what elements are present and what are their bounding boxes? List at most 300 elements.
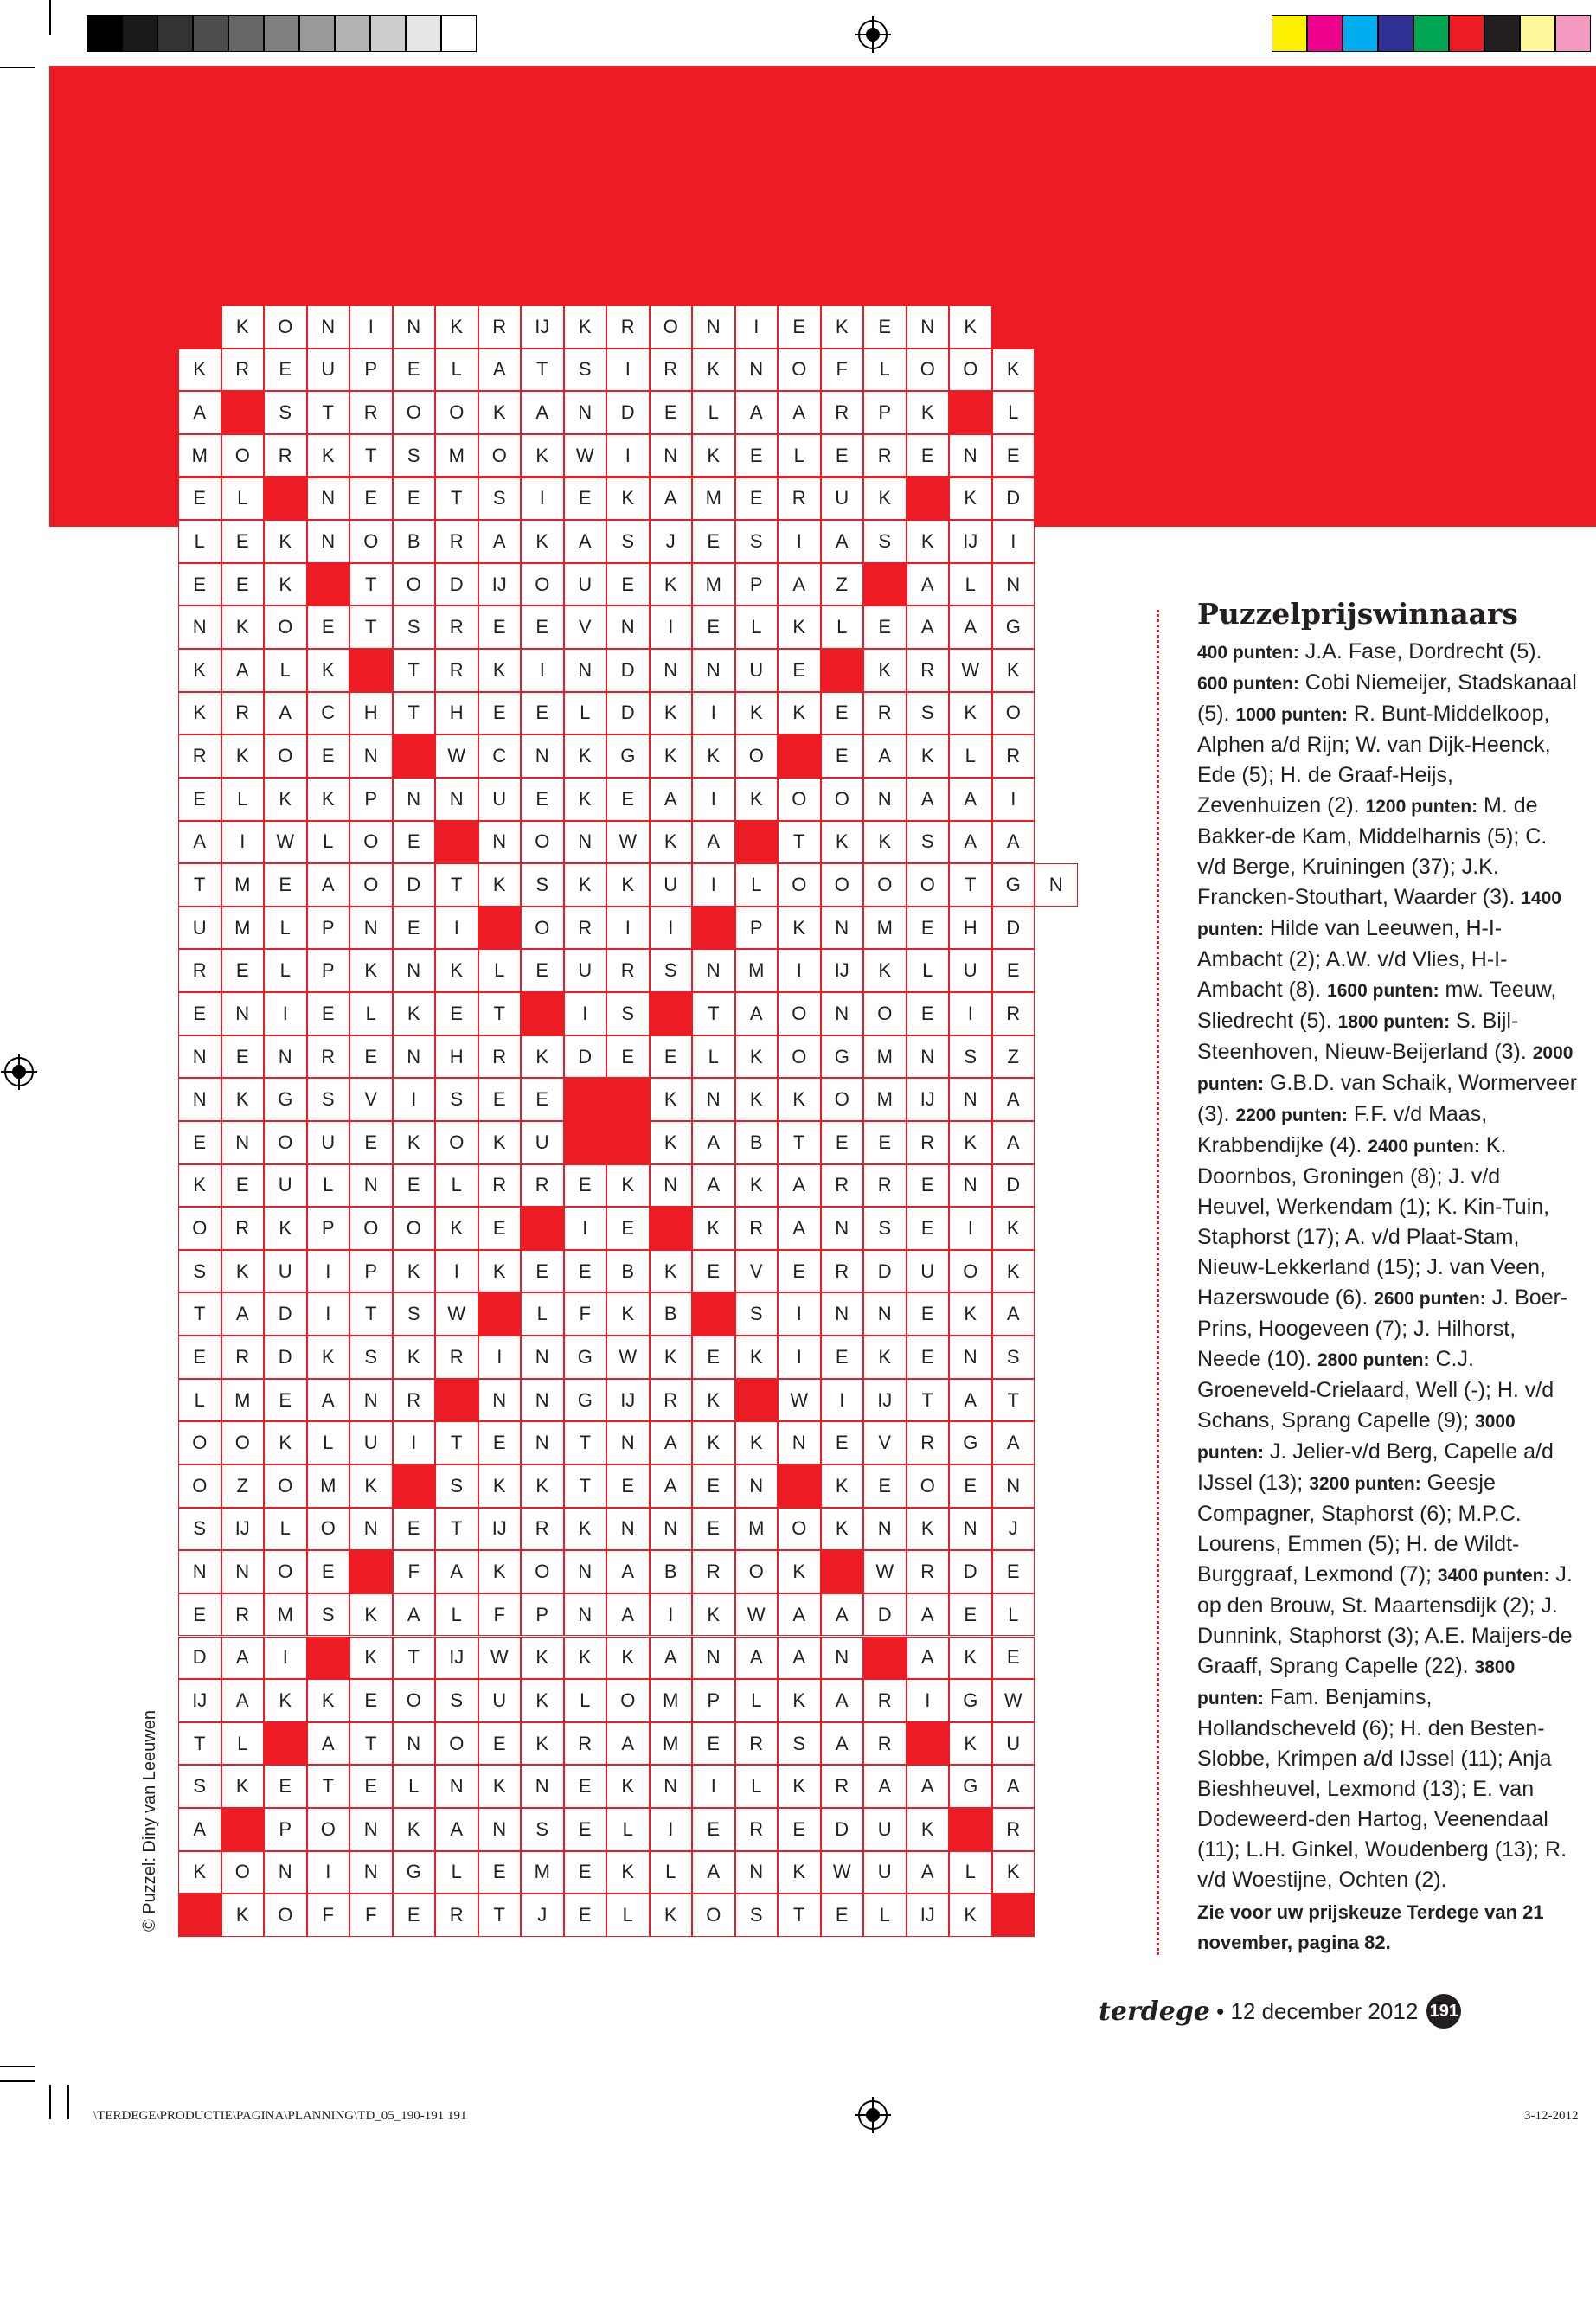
grid-cell: M [692,478,735,521]
grid-cell: E [606,563,650,606]
grid-cell: P [521,1593,564,1637]
footer-separator: • [1209,1997,1231,2024]
grid-cell: R [863,1722,907,1766]
grid-cell: A [821,1679,864,1722]
grid-cell: S [435,1679,478,1722]
grid-cell: A [178,391,221,434]
grid-cell: E [821,1421,864,1465]
gray-swatch [441,15,477,52]
grid-cell: K [478,649,522,692]
grid-cell: R [564,1722,607,1766]
grid-cell: O [349,1207,393,1250]
grid-cell: K [606,1851,650,1894]
grid-cell: K [650,1121,693,1164]
grid-cell: A [992,1078,1035,1121]
grid-cell: T [778,1894,821,1937]
grid-cell: K [178,1164,221,1208]
grid-cell: R [863,434,907,478]
grid-cell: E [606,1207,650,1250]
grid-cell: E [692,1808,735,1851]
grid-cell: E [949,1593,992,1637]
crop-mark [0,2066,35,2067]
grid-cell: K [564,734,607,778]
grid-cell: R [221,1593,265,1637]
grid-cell: T [393,649,436,692]
grid-cell: E [521,606,564,649]
grid-cell: E [478,1722,522,1766]
points-label: 3800 punten: [1197,1657,1516,1708]
grid-block [907,1722,950,1766]
grid-cell: K [692,1207,735,1250]
grid-cell: I [349,305,393,349]
grid-cell: N [564,649,607,692]
grid-cell: E [692,520,735,563]
grid-cell: A [949,1379,992,1422]
grid-cell: T [435,1421,478,1465]
color-swatch [1272,15,1307,52]
grid-block [821,649,864,692]
points-label: 1400 punten: [1197,888,1561,939]
color-swatch [1449,15,1484,52]
grid-cell: K [564,305,607,349]
grid-cell: K [564,778,607,821]
grid-cell: R [992,1808,1035,1851]
grid-cell: O [778,349,821,392]
grid-cell: A [949,778,992,821]
grid-cell: T [778,821,821,864]
grid-cell: I [435,1250,478,1293]
grid-cell: O [435,391,478,434]
grid-cell: A [692,821,735,864]
grid-cell: O [778,778,821,821]
grid-cell: N [778,1421,821,1465]
grid-cell: U [992,1722,1035,1766]
grid-cell: N [521,734,564,778]
grid-block [178,305,221,349]
grid-cell: N [692,949,735,992]
grid-cell: N [521,1765,564,1808]
grid-cell: E [564,1250,607,1293]
grid-cell: K [221,1078,265,1121]
grid-cell: K [778,1851,821,1894]
grid-cell: O [221,1421,265,1465]
grid-cell: A [435,1550,478,1593]
grid-cell: E [221,1164,265,1208]
grid-cell: K [521,1637,564,1680]
grid-cell: E [349,478,393,521]
grid-cell: H [435,1035,478,1079]
grid-cell: N [393,949,436,992]
grid-cell: O [307,1808,350,1851]
grid-cell: D [821,1808,864,1851]
grid-cell: L [178,520,221,563]
grid-cell: S [863,520,907,563]
grid-cell: A [992,821,1035,864]
grid-cell: V [863,1421,907,1465]
grid-cell: K [478,391,522,434]
grid-cell: P [349,1250,393,1293]
grid-cell: I [393,1078,436,1121]
winners-names: K. Doornbos, Groningen (8); J. v/d Heuvel, Werkendam (1); K. Kin-Tuin, Staphorst (17); A. v/d Plaat-Stam, Nieuw-Lekkerland (15); J. van Veen, Hazerswoude (6). [1197,1133,1550,1310]
grid-cell: N [178,606,221,649]
grid-cell: K [650,1336,693,1379]
grid-cell: K [307,1679,350,1722]
grid-cell: K [821,1465,864,1508]
grid-cell: I [264,992,307,1035]
registration-mark-icon [858,2100,888,2130]
grid-cell: R [435,649,478,692]
grid-cell: K [606,478,650,521]
grid-cell: N [949,1164,992,1208]
grid-cell: R [435,520,478,563]
grid-cell: A [307,1379,350,1422]
grid-cell: E [606,1465,650,1508]
grid-cell: A [949,606,992,649]
grid-cell: K [907,1508,950,1551]
grid-cell: K [221,305,265,349]
grid-cell: M [307,1465,350,1508]
grid-block [992,1894,1035,1937]
grid-cell: A [650,778,693,821]
grid-cell: S [264,391,307,434]
grid-cell: K [264,520,307,563]
grid-cell: E [178,1121,221,1164]
grid-cell: S [992,1336,1035,1379]
grid-cell: M [692,563,735,606]
grid-cell: M [735,1508,779,1551]
grid-cell: K [907,1808,950,1851]
crop-mark [67,2085,69,2119]
grid-cell: K [221,606,265,649]
grid-cell: O [264,305,307,349]
grid-cell: K [606,1292,650,1336]
grid-cell: E [393,478,436,521]
grid-cell: T [349,563,393,606]
grid-cell: S [606,992,650,1035]
grid-cell: O [178,1421,221,1465]
grid-cell: N [393,1035,436,1079]
grid-cell: L [221,778,265,821]
grid-cell: P [307,949,350,992]
grid-cell: F [821,349,864,392]
grid-block [778,734,821,778]
grid-cell: K [393,992,436,1035]
grid-cell: L [564,1679,607,1722]
grid-cell: T [393,1637,436,1680]
grid-cell: L [178,1379,221,1422]
grid-cell: N [650,1765,693,1808]
grid-cell: T [521,349,564,392]
grid-cell: A [692,1164,735,1208]
grid-cell: K [307,434,350,478]
grid-cell: A [221,1637,265,1680]
grid-cell: K [821,1508,864,1551]
grid-cell: E [264,349,307,392]
grid-cell: E [178,778,221,821]
grid-cell: O [821,778,864,821]
grid-cell: K [949,692,992,735]
grid-cell: N [178,1550,221,1593]
grid-cell: R [863,692,907,735]
page-footer [1099,1994,1461,2029]
grid-cell: K [221,1894,265,1937]
grid-block [435,821,478,864]
gray-swatch [370,15,406,52]
grid-cell: K [650,821,693,864]
grid-cell: E [821,734,864,778]
grid-cell: A [564,520,607,563]
grid-cell: K [478,1465,522,1508]
prize-note: Zie voor uw prijskeuze Terdege van 21 november, pagina 82. [1197,1901,1544,1953]
grid-cell: R [821,391,864,434]
grid-block [692,907,735,950]
grid-cell: E [778,305,821,349]
grid-cell: K [349,949,393,992]
grid-cell: K [393,1808,436,1851]
grid-cell: G [992,606,1035,649]
grid-cell: D [992,907,1035,950]
grid-cell: A [907,1637,950,1680]
grid-cell: K [692,1421,735,1465]
grid-block [307,1637,350,1680]
grid-block [435,1379,478,1422]
grid-cell: R [863,1679,907,1722]
grid-cell: K [778,1078,821,1121]
grid-cell: R [221,1207,265,1250]
grid-cell: N [221,1121,265,1164]
grid-cell: D [393,863,436,907]
grid-cell: B [650,1550,693,1593]
grid-cell: K [435,1207,478,1250]
grid-cell: E [992,1637,1035,1680]
grid-cell: L [393,1765,436,1808]
grid-cell: T [435,478,478,521]
grid-block [307,563,350,606]
grid-block [221,391,265,434]
grid-cell: G [564,1379,607,1422]
grid-cell: R [606,305,650,349]
grid-cell: P [735,907,779,950]
grid-cell: P [735,563,779,606]
grid-cell: O [606,1679,650,1722]
grid-cell: E [692,1250,735,1293]
points-label: 1800 punten: [1337,1012,1451,1032]
grid-cell: A [178,821,221,864]
grid-cell: M [435,434,478,478]
grid-cell: U [478,778,522,821]
grid-cell: L [949,734,992,778]
grid-cell: D [264,1292,307,1336]
grid-cell: F [307,1894,350,1937]
color-swatch [1484,15,1520,52]
grid-cell: O [907,1465,950,1508]
grid-cell: N [478,1379,522,1422]
grid-cell: K [349,1465,393,1508]
grid-cell: O [393,1207,436,1250]
grid-cell: T [178,1292,221,1336]
grid-cell: T [349,1292,393,1336]
grid-cell: S [178,1765,221,1808]
grid-cell: R [564,907,607,950]
grid-cell: R [221,1336,265,1379]
grid-cell: A [992,1421,1035,1465]
grid-cell: O [949,349,992,392]
grid-cell: P [863,391,907,434]
grid-cell: T [349,606,393,649]
grid-cell: T [564,1465,607,1508]
grid-cell: K [735,1164,779,1208]
grid-cell: K [992,649,1035,692]
grid-cell: E [264,1765,307,1808]
grid-cell: I [992,520,1035,563]
grid-cell: O [393,391,436,434]
grid-cell: IJ [435,1637,478,1680]
grid-cell: D [178,1637,221,1680]
grid-cell: Z [992,1035,1035,1079]
grid-cell: N [349,1508,393,1551]
grid-cell: S [178,1508,221,1551]
grid-cell: L [735,606,779,649]
grid-cell: E [178,1336,221,1379]
grid-cell: U [307,1121,350,1164]
grid-cell: N [178,1078,221,1121]
grid-cell: U [735,649,779,692]
grid-cell: N [650,649,693,692]
grid-cell: K [949,305,992,349]
grid-cell: E [435,992,478,1035]
grid-cell: E [478,1078,522,1121]
grid-cell: W [606,1336,650,1379]
grid-cell: I [307,1250,350,1293]
grid-cell: M [221,1379,265,1422]
grid-cell: M [735,949,779,992]
grid-cell: A [735,1637,779,1680]
grid-cell: I [907,1679,950,1722]
grid-cell: N [564,1593,607,1637]
grid-cell: S [907,692,950,735]
grid-cell: A [521,391,564,434]
grid-cell: R [478,305,522,349]
grid-cell: B [606,1250,650,1293]
grid-cell: I [692,1765,735,1808]
grid-cell: L [735,1765,779,1808]
grid-cell: O [821,1078,864,1121]
color-swatch [1520,15,1555,52]
grid-cell: F [393,1550,436,1593]
grid-cell: L [692,391,735,434]
grid-cell: U [521,1121,564,1164]
winners-list [1197,637,1578,1895]
grid-cell: A [863,1765,907,1808]
grid-cell: E [307,1550,350,1593]
grid-cell: R [393,1379,436,1422]
grid-cell: I [521,478,564,521]
grid-cell: S [564,349,607,392]
grid-cell: N [949,434,992,478]
gray-swatch [228,15,264,52]
grid-cell: N [349,1164,393,1208]
grid-cell: O [264,1121,307,1164]
grid-cell: P [307,907,350,950]
grid-cell: K [564,1508,607,1551]
grid-cell: G [949,1679,992,1722]
grid-cell: O [307,1508,350,1551]
grid-cell: K [606,863,650,907]
grid-cell: L [264,1508,307,1551]
points-label: 1600 punten: [1327,981,1439,1001]
grid-cell: S [178,1250,221,1293]
grid-cell: I [307,1851,350,1894]
grid-cell: D [949,1550,992,1593]
grid-cell: S [435,1465,478,1508]
grid-cell: I [778,1292,821,1336]
grid-cell: O [692,1894,735,1937]
grid-cell: J [521,1894,564,1937]
winners-names: R. Bunt-Middelkoop, Alphen a/d Rijn; W. van Dijk-Heenck, Ede (5); H. de Graaf-Heijs, Zevenhuizen (2). [1197,702,1551,817]
gray-swatch [406,15,441,52]
brand-logo: terdege [1099,1996,1210,2027]
grid-cell: R [907,649,950,692]
grid-cell: E [393,907,436,950]
grid-cell: U [178,907,221,950]
crop-mark [49,0,51,35]
grid-cell: N [650,1508,693,1551]
grid-cell: R [821,1765,864,1808]
grid-cell: A [307,1722,350,1766]
color-swatch [1378,15,1413,52]
grid-cell: I [778,520,821,563]
grid-cell: S [393,1292,436,1336]
grid-cell: N [564,391,607,434]
grid-cell: N [992,563,1035,606]
gray-swatch [87,15,122,52]
grid-cell: N [606,1508,650,1551]
grid-cell: S [478,478,522,521]
grid-cell: I [606,434,650,478]
grid-cell: E [307,606,350,649]
grid-cell: W [606,821,650,864]
grid-cell: I [692,778,735,821]
grid-cell: M [221,863,265,907]
grid-cell: N [735,349,779,392]
grid-cell: E [778,1808,821,1851]
grid-cell: E [564,1765,607,1808]
grid-cell: O [778,863,821,907]
grid-cell: K [863,821,907,864]
grid-cell: A [907,606,950,649]
grid-cell: W [264,821,307,864]
grid-cell: W [564,434,607,478]
points-label: 1000 punten: [1235,705,1348,725]
grid-cell: A [778,1593,821,1637]
grid-cell: K [992,1207,1035,1250]
grid-block [778,1465,821,1508]
grid-cell: E [521,692,564,735]
grid-cell: A [907,1765,950,1808]
grid-cell: I [692,692,735,735]
grid-cell: K [650,1894,693,1937]
grid-cell: N [650,434,693,478]
grid-cell: P [264,1808,307,1851]
grid-cell: O [521,1550,564,1593]
grid-cell: IJ [863,1379,907,1422]
grid-cell: Z [221,1465,265,1508]
grid-cell: W [992,1679,1035,1722]
grid-block [650,1207,693,1250]
footer-date: 12 december 2012 [1230,1997,1419,2024]
grid-cell: K [606,1164,650,1208]
grid-block [521,1207,564,1250]
